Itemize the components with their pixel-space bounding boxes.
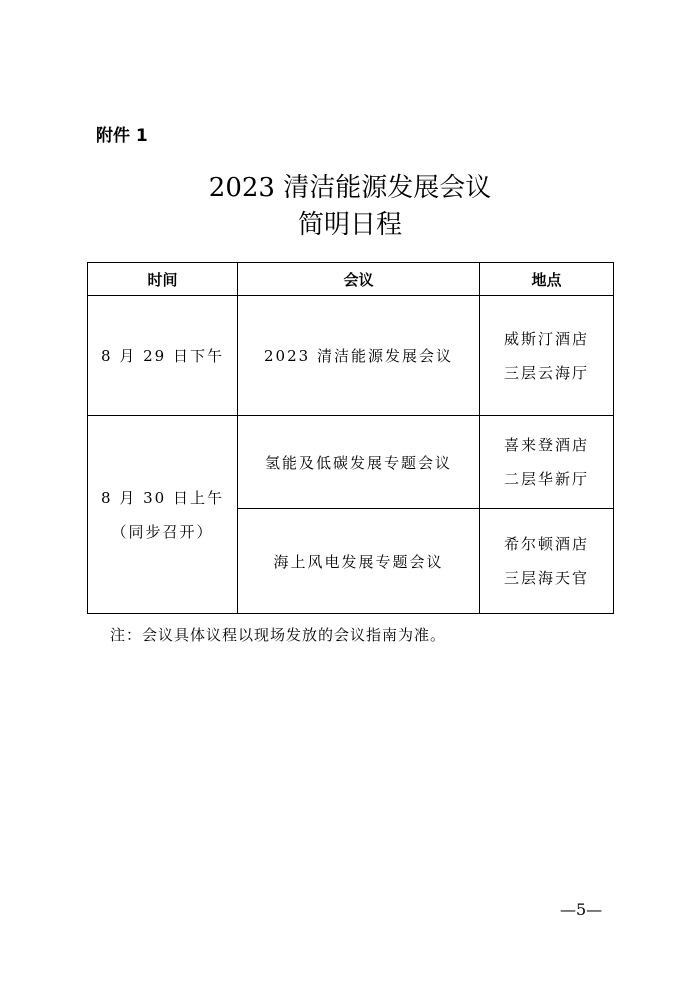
location-hotel: 威斯汀酒店 — [503, 329, 589, 348]
meeting-cell: 2023 清洁能源发展会议 — [238, 296, 480, 416]
table-row — [88, 416, 614, 509]
location-cell — [480, 296, 614, 416]
time-cell: 8 月 29 日下午 — [88, 296, 238, 416]
document-subtitle: 简明日程 — [297, 210, 402, 240]
location-cell — [480, 416, 614, 509]
location-hall: 三层海天官 — [503, 569, 589, 587]
table-row — [88, 296, 614, 416]
location-hall: 二层华新厅 — [503, 470, 589, 488]
location-hall: 三层云海厅 — [503, 363, 589, 382]
footnote: 注：会议具体议程以现场发放的会议指南为准。 — [110, 626, 447, 644]
location-hotel: 喜来登酒店 — [503, 436, 589, 454]
table-header-row — [88, 263, 614, 296]
header-meeting: 会议 — [238, 263, 480, 296]
location-cell — [480, 509, 614, 614]
time-date: 8 月 30 日上午 — [101, 488, 224, 507]
document-title: 2023 清洁能源发展会议 — [208, 173, 492, 203]
schedule-table — [87, 262, 614, 614]
header-time: 时间 — [88, 263, 238, 296]
attachment-label: 附件 1 — [96, 126, 148, 146]
header-location: 地点 — [480, 263, 614, 296]
location-hotel: 希尔顿酒店 — [503, 535, 589, 553]
page-number: —5— — [560, 900, 603, 919]
meeting-cell: 氢能及低碳发展专题会议 — [238, 416, 480, 509]
time-cell — [88, 416, 238, 614]
meeting-cell: 海上风电发展专题会议 — [238, 509, 480, 614]
time-note: （同步召开） — [111, 522, 214, 541]
